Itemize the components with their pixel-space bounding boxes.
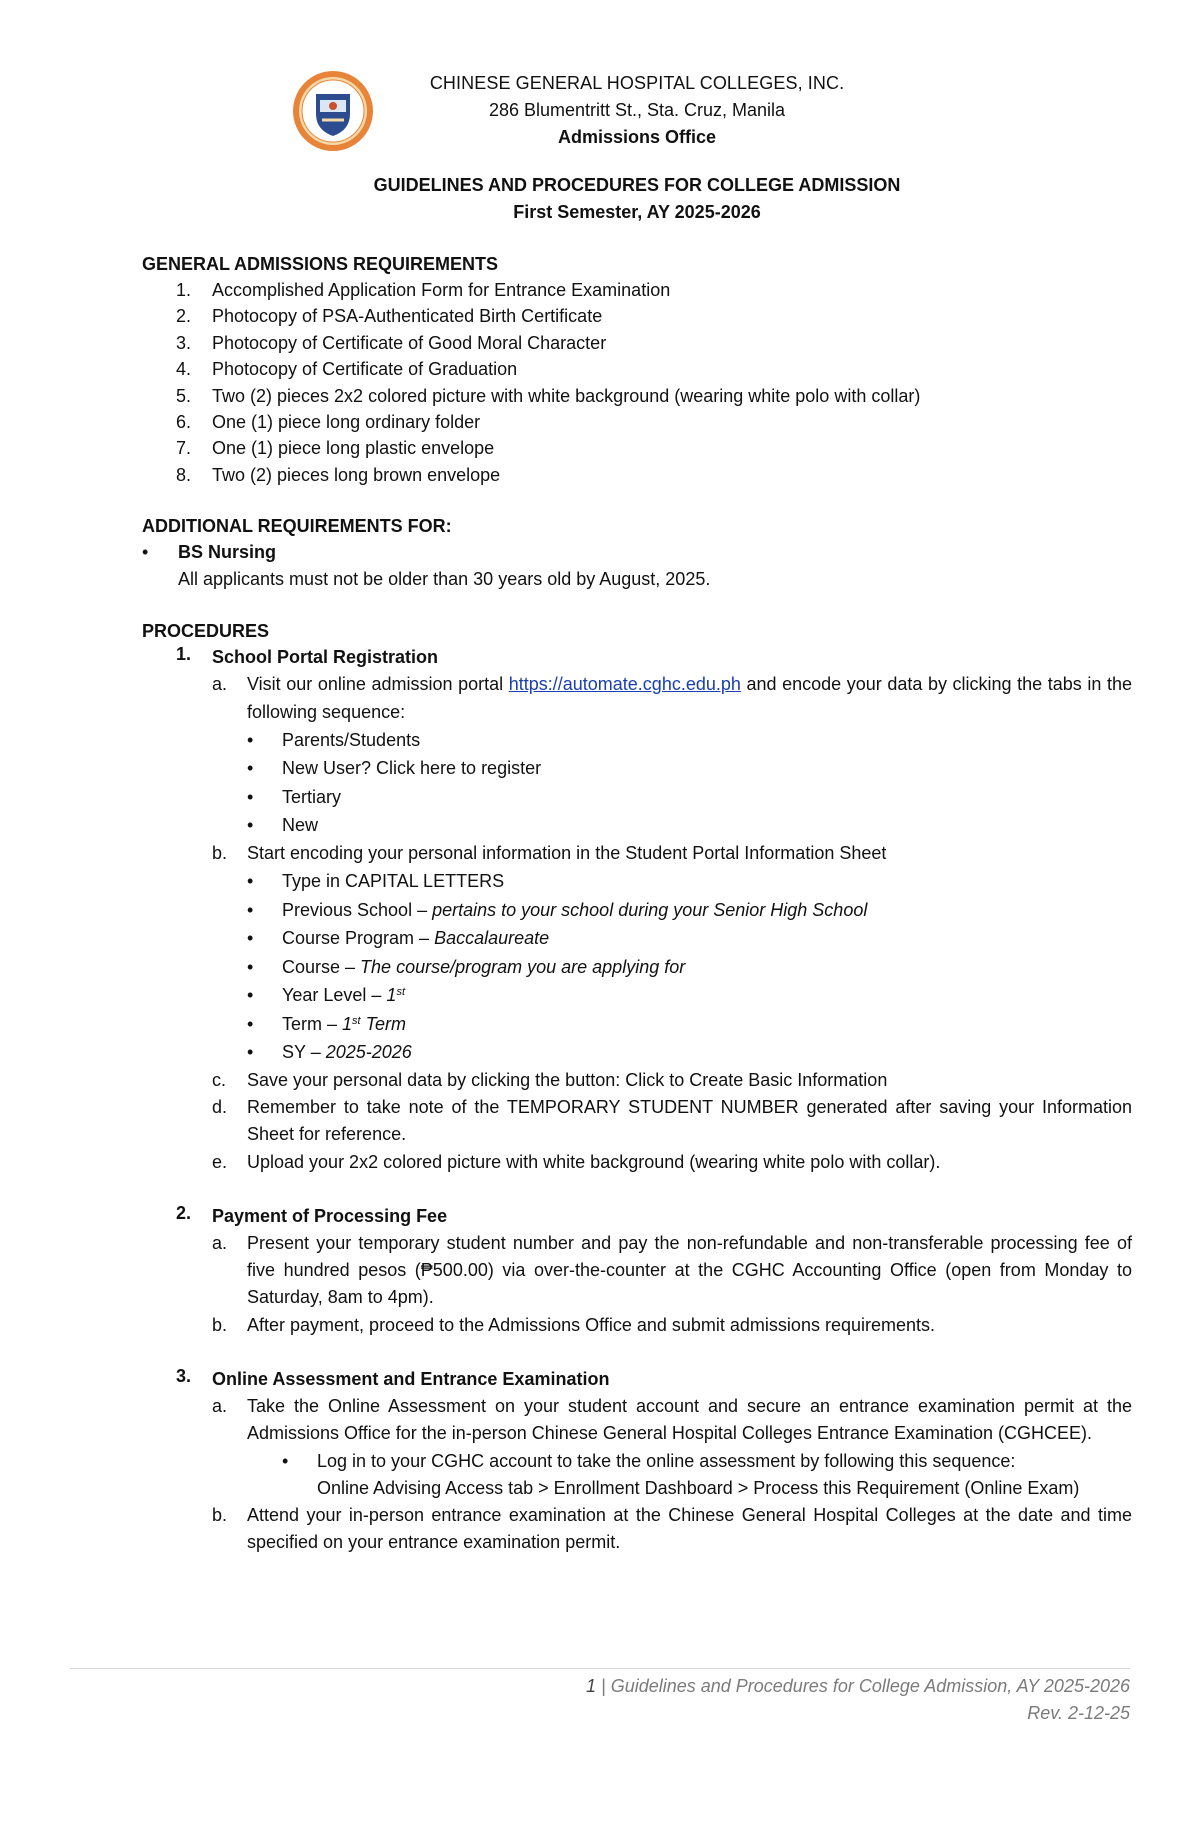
substep-b [212, 840, 1132, 867]
list-item [247, 896, 1132, 925]
procedures-heading: PROCEDURES [142, 621, 270, 642]
spacer [142, 1176, 1132, 1203]
list-item [142, 539, 1132, 593]
procedure-step-1 [142, 644, 1132, 1176]
footer-separator: | [596, 1676, 611, 1696]
item-number: 7. [176, 438, 192, 459]
substep-label: d. [212, 1096, 228, 1117]
admission-portal-link[interactable]: https://automate.cghc.edu.ph [508, 674, 741, 695]
page-number: 1 [585, 1676, 596, 1696]
step-number: 2. [176, 1202, 192, 1223]
field-label: Course – [282, 956, 361, 977]
item-number: 5. [176, 385, 192, 406]
office-name: Admissions Office [557, 127, 717, 147]
list-item [247, 783, 1132, 812]
additional-requirements-list [142, 539, 1132, 593]
list-item [142, 435, 1132, 461]
substep-a [212, 1230, 1132, 1312]
program-note: All applicants must not be older than 30 years old by August, 2025. [178, 569, 711, 590]
program-name: BS Nursing [178, 542, 277, 563]
institution-name: CHINESE GENERAL HOSPITAL COLLEGES, INC. [429, 73, 845, 93]
footer-doc-title: Guidelines and Procedures for College Admission, AY 2025-2026 [610, 1676, 1130, 1696]
title-line-2: First Semester, AY 2025-2026 [513, 202, 761, 222]
bullet-icon: • [247, 956, 254, 977]
bullet-icon: • [247, 871, 254, 892]
substep-text: Present your temporary student number and pay the non-refundable and non-transferable processing fee of five hundred pesos (₱500.00) via over-the-counter at the CGHC Accounting Office (open from Monday to Saturday, 8am to 4pm). [247, 1232, 1132, 1308]
substep-label: b. [212, 1314, 228, 1335]
list-item [142, 409, 1132, 435]
list-item [142, 277, 1132, 303]
bullet-icon: • [247, 1013, 254, 1034]
field-value: 2025-2026 [325, 1042, 412, 1063]
substep-e [212, 1149, 1132, 1176]
document-title [142, 172, 1132, 226]
navigation-sequence: Online Advising Access tab > Enrollment Dashboard > Process this Requirement (Online Exam) [317, 1477, 1080, 1498]
substep-text: After payment, proceed to the Admissions Office and submit admissions requirements. [247, 1314, 935, 1335]
field-value: 1 [342, 1013, 353, 1034]
substep-text: Take the Online Assessment on your student account and secure an entrance examination permit at the Admissions Office for the in-person Chinese General Hospital Colleges Entrance Examination (CGHCEE). [247, 1396, 1132, 1444]
bullet-icon: • [247, 1042, 254, 1063]
title-line-1: GUIDELINES AND PROCEDURES FOR COLLEGE ADMISSION [373, 175, 901, 195]
letterhead [142, 70, 1132, 150]
bullet-icon: • [247, 815, 254, 836]
list-item [247, 953, 1132, 982]
list-item [142, 462, 1132, 488]
item-number: 1. [176, 280, 192, 300]
college-seal-logo [292, 70, 374, 152]
substep-b [212, 1502, 1132, 1557]
item-text: One (1) piece long ordinary folder [212, 412, 481, 433]
general-requirements-list [142, 277, 1132, 488]
step-title: Online Assessment and Entrance Examination [212, 1369, 610, 1390]
bullet-icon: • [247, 985, 254, 1006]
page-footer [586, 1673, 1130, 1727]
list-item [282, 1448, 1132, 1502]
item-text: New [282, 815, 319, 836]
list-item [142, 303, 1132, 329]
field-value: pertains to your school during your Senior High School [432, 899, 868, 920]
substep-label: b. [212, 842, 228, 863]
step-number: 1. [176, 644, 192, 665]
substep-text: Upload your 2x2 colored picture with white background (wearing white polo with collar). [247, 1151, 941, 1172]
item-text: Two (2) pieces long brown envelope [212, 464, 501, 485]
bullet-icon: • [247, 786, 254, 807]
ordinal-suffix: st [352, 1014, 361, 1027]
list-item [247, 867, 1132, 896]
item-text: Parents/Students [282, 729, 421, 750]
step-number: 3. [176, 1366, 192, 1387]
substep-a [212, 1393, 1132, 1448]
substep-text: and encode your data by clicking the tabs in the following sequence: [247, 674, 1132, 722]
footer-title-line [586, 1673, 1130, 1700]
bullet-icon: • [247, 758, 254, 779]
bullet-icon: • [247, 928, 254, 949]
substep-c [212, 1067, 1132, 1094]
substep-d [212, 1094, 1132, 1149]
substep-label: a. [212, 1232, 228, 1253]
item-number: 4. [176, 359, 192, 380]
item-text: Photocopy of PSA-Authenticated Birth Certificate [212, 306, 603, 327]
general-requirements-heading: GENERAL ADMISSIONS REQUIREMENTS [142, 254, 499, 274]
document-body [142, 70, 1132, 1556]
substep-label: c. [212, 1069, 227, 1090]
ordinal-suffix: st [396, 986, 405, 999]
list-item [247, 1010, 1132, 1039]
list-item [247, 726, 1132, 755]
substep-text: Start encoding your personal information in the Student Portal Information Sheet [247, 842, 887, 863]
revision-label: Rev. 2-12-25 [1027, 1703, 1130, 1723]
item-text: Photocopy of Certificate of Good Moral Character [212, 332, 607, 353]
bullet-icon: • [247, 729, 254, 750]
additional-requirements-heading: ADDITIONAL REQUIREMENTS FOR: [142, 516, 452, 537]
field-label: Previous School – [282, 899, 433, 920]
information-sheet-fields [212, 867, 1132, 1067]
field-label: Course Program – [282, 928, 435, 949]
substep-label: a. [212, 674, 228, 695]
field-label: SY – [282, 1042, 326, 1063]
field-value-tail: Term [360, 1013, 406, 1034]
field-value: Baccalaureate [434, 928, 550, 949]
substep-text: Attend your in-person entrance examination at the Chinese General Hospital Colleges at the date and time specified on your entrance examination permit. [247, 1504, 1132, 1552]
field-value: The course/program you are applying for [360, 956, 686, 977]
step-title: School Portal Registration [212, 647, 439, 668]
substep-text: Remember to take note of the TEMPORARY STUDENT NUMBER generated after saving your Information Sheet for reference. [247, 1096, 1132, 1145]
procedure-step-3 [142, 1366, 1132, 1556]
spacer [142, 1339, 1132, 1366]
item-number: 3. [176, 332, 192, 353]
item-number: 2. [176, 306, 192, 327]
portal-tab-sequence [212, 726, 1132, 840]
list-item [247, 754, 1132, 783]
item-text: One (1) piece long plastic envelope [212, 438, 495, 459]
item-text: Two (2) pieces 2x2 colored picture with white background (wearing white polo with collar) [212, 385, 921, 406]
substep-text: Visit our online admission portal [247, 674, 509, 695]
field-label: Year Level – [282, 985, 387, 1006]
procedure-step-2 [142, 1203, 1132, 1339]
letterhead-text [142, 70, 1132, 151]
bullet-icon: • [282, 1450, 289, 1471]
institution-address: 286 Blumentritt St., Sta. Cruz, Manila [488, 100, 786, 120]
list-item [247, 924, 1132, 953]
item-text: Type in CAPITAL LETTERS [282, 871, 505, 892]
item-text: Photocopy of Certificate of Graduation [212, 359, 518, 380]
footer-divider [70, 1668, 1130, 1669]
list-item [142, 383, 1132, 409]
substep-label: a. [212, 1396, 228, 1417]
list-item [247, 1038, 1132, 1067]
item-number: 8. [176, 464, 192, 485]
bullet-icon: • [247, 899, 254, 920]
item-text: Log in to your CGHC account to take the online assessment by following this sequence: [317, 1450, 1016, 1471]
field-value: 1 [386, 985, 397, 1006]
online-assessment-steps [212, 1448, 1132, 1502]
item-text: Tertiary [282, 786, 342, 807]
substep-b [212, 1312, 1132, 1339]
item-text: New User? Click here to register [282, 758, 542, 779]
substep-label: e. [212, 1151, 228, 1172]
substep-text: Save your personal data by clicking the button: Click to Create Basic Information [247, 1069, 888, 1090]
bullet-icon: • [142, 542, 149, 563]
list-item [247, 811, 1132, 840]
item-number: 6. [176, 412, 192, 433]
field-label: Term – [282, 1013, 343, 1034]
substep-a [212, 671, 1132, 726]
list-item [247, 981, 1132, 1010]
substep-label: b. [212, 1504, 228, 1525]
item-text: Accomplished Application Form for Entrance Examination [212, 280, 671, 300]
list-item [142, 356, 1132, 382]
list-item [142, 330, 1132, 356]
step-title: Payment of Processing Fee [212, 1205, 448, 1226]
